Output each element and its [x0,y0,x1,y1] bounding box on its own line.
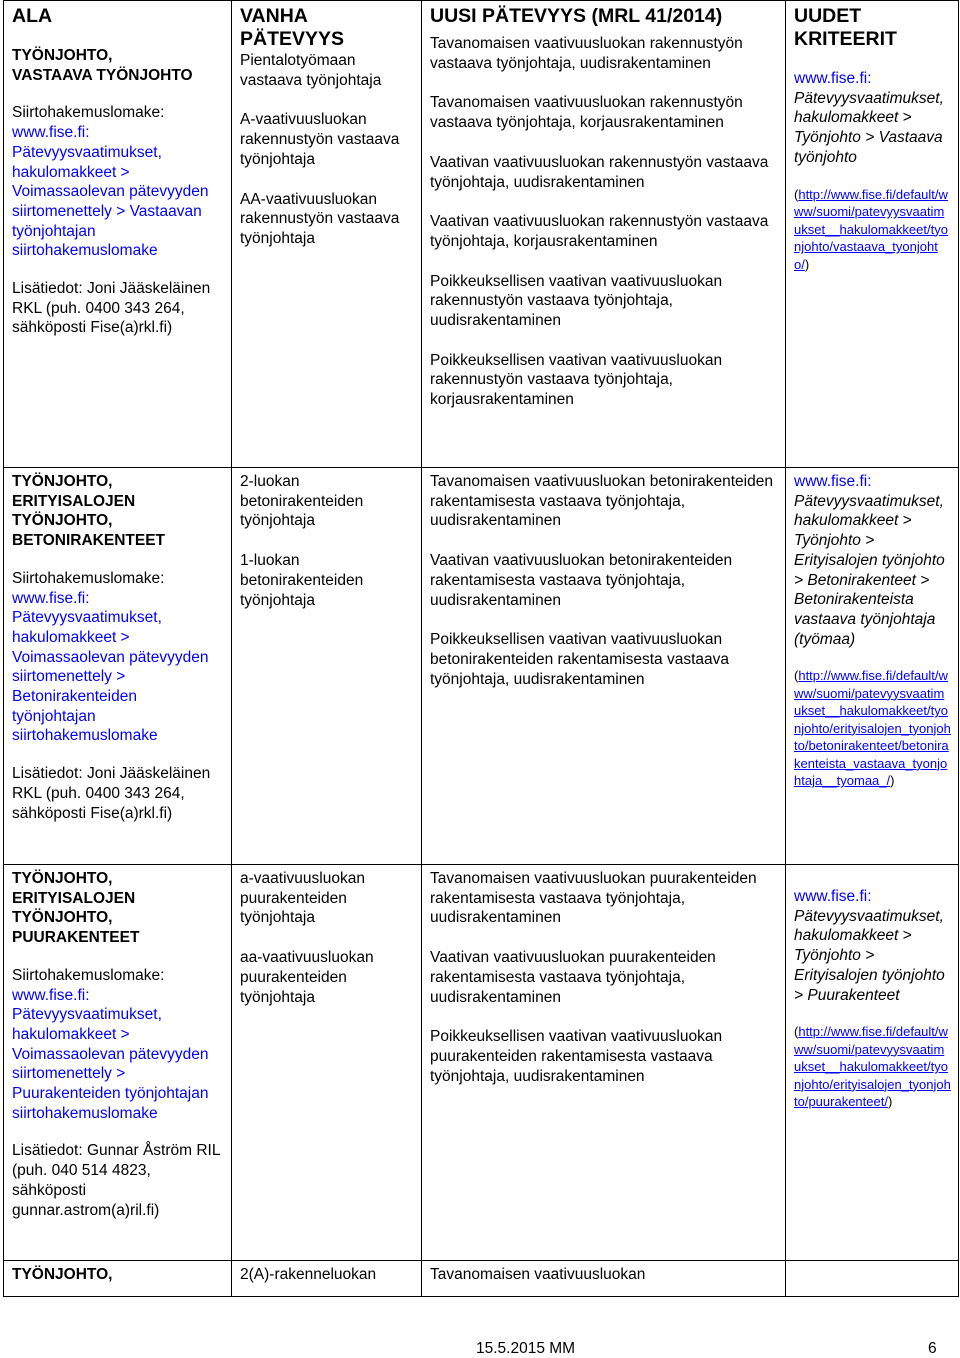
cell-new-qualification [422,1,786,468]
form-label: Siirtohakemuslomake: [12,104,165,122]
cell-old-qualification [232,1261,422,1297]
criteria-url[interactable]: http://www.fise.fi/default/www/suomi/patevyysvaatimukset__hakulomakkeet/tyonjohto/erityisalojen_tyonjohto/puurakenteet/ [794,1024,951,1110]
form-path: Pätevyysvaatimukset, hakulomakkeet > Voimassaolevan pätevyyden siirtomenettely > Puurakenteiden työnjohtajan siirtohakemuslomake [12,1006,209,1122]
cell-criteria [786,865,959,1261]
cell-new-qualification [422,468,786,865]
old-item: Pientalotyömaan vastaava työnjohtaja [240,52,382,89]
colon: : [85,986,90,1004]
cell-criteria [786,1261,959,1297]
contact-info: Lisätiedot: Joni Jääskeläinen RKL (puh. 0400 343 264, sähköposti Fise(a)rkl.fi) [12,765,211,822]
cell-criteria [786,468,959,865]
new-item: Vaativan vaativuusluokan rakennustyön vastaava työnjohtaja, uudisrakentaminen [430,153,769,191]
qualification-table [3,0,959,1297]
cell-criteria [786,1,959,468]
area-title: ERITYISALOJEN TYÖNJOHTO, [12,492,136,530]
old-item: AA-vaativuusluokan rakennustyön vastaava työnjohtaja [240,190,400,247]
cell-area [4,1261,232,1297]
criteria-path: Pätevyysvaatimukset, hakulomakkeet > Työnjohto > Erityisalojen työnjohto > Betonirakenteet > Betonirakenteista vastaava työnjohtaja (työmaa) [794,492,945,648]
old-item: aa-vaativuusluokan puurakenteiden työnjohtaja [240,949,374,1006]
area-title: ERITYISALOJEN TYÖNJOHTO, [12,889,136,927]
colon: : [85,124,90,142]
new-item: Vaativan vaativuusluokan rakennustyön vastaava työnjohtaja, korjausrakentaminen [430,213,769,250]
old-item: a-vaativuusluokan puurakenteiden työnjohtaja [240,870,365,927]
new-item: Poikkeuksellisen vaativan vaativuusluokan betonirakenteiden rakentamisesta vastaava työnjohtaja, uudisrakentaminen [430,631,729,688]
table-row [4,468,959,865]
area-title: VASTAAVA TYÖNJOHTO [12,66,193,84]
fise-link[interactable]: www.fise.fi [12,124,86,142]
new-item: Poikkeuksellisen vaativan vaativuusluokan rakennustyön vastaava työnjohtaja, uudisrakentaminen [430,272,723,330]
table-row [4,865,959,1261]
new-item: Vaativan vaativuusluokan betonirakenteiden rakentamisesta vastaava työnjohtaja, uudisrakentaminen [430,552,733,609]
cell-old-qualification [232,865,422,1261]
new-item: Tavanomaisen vaativuusluokan betonirakenteiden rakentamisesta vastaava työnjohtaja, uudisrakentaminen [430,473,773,530]
criteria-url[interactable]: http://www.fise.fi/default/www/suomi/patevyysvaatimukset__hakulomakkeet/tyonjohto/vastaava_tyonjohto/ [794,186,948,272]
area-title: TYÖNJOHTO, [12,1266,113,1283]
old-item: 2-luokan betonirakenteiden työnjohtaja [240,473,364,530]
table-row [4,1261,959,1297]
cell-new-qualification [422,1261,786,1297]
area-title: PUURAKENTEET [12,929,140,947]
area-title: TYÖNJOHTO, [12,473,113,490]
cell-old-qualification [232,468,422,865]
area-title: BETONIRAKENTEET [12,532,166,550]
criteria-path: Pätevyysvaatimukset, hakulomakkeet > Työnjohto > Erityisalojen työnjohto > Puurakenteet [794,907,945,1004]
table-row [4,1,959,468]
colon: : [867,473,872,490]
colon: : [867,888,872,905]
cell-area [4,468,232,865]
fise-link[interactable]: www.fise.fi [12,986,86,1004]
area-title: TYÖNJOHTO, [12,47,113,64]
new-item: Tavanomaisen vaativuusluokan puurakenteiden rakentamisesta vastaava työnjohtaja, uudisrakentaminen [430,870,757,927]
colon: : [85,589,90,607]
new-item: Tavanomaisen vaativuusluokan [430,1266,646,1283]
page-number: 6 [928,1340,937,1357]
form-path: Pätevyysvaatimukset, hakulomakkeet > Voimassaolevan pätevyyden siirtomenettely > Betonirakenteiden työnjohtajan siirtohakemuslomake [12,609,209,745]
area-title: TYÖNJOHTO, [12,870,113,887]
paren-open: ( [794,1024,799,1040]
fise-link[interactable]: www.fise.fi [12,589,86,607]
header-area: ALA [12,5,53,27]
paren-close: ) [804,256,810,272]
new-item: Poikkeuksellisen vaativan vaativuusluokan rakennustyön vastaava työnjohtaja, korjausrakentaminen [430,351,723,409]
paren-open: ( [794,668,799,684]
form-label: Siirtohakemuslomake: [12,569,165,587]
fise-link[interactable]: www.fise.fi [794,473,868,490]
cell-area [4,1,232,468]
criteria-url[interactable]: http://www.fise.fi/default/www/suomi/patevyysvaatimukset__hakulomakkeet/tyonjohto/erityisalojen_tyonjohto/betonirakenteet/betonirakenteista_vastaava_tyonjohtaja__tyomaa_/ [794,668,951,789]
contact-info: Lisätiedot: Joni Jääskeläinen RKL (puh. 0400 343 264, sähköposti Fise(a)rkl.fi) [12,280,211,337]
paren-open: ( [794,186,799,202]
header-criteria: UUDET KRITEERIT [794,5,897,50]
cell-old-qualification [232,1,422,468]
footer-date: 15.5.2015 MM [476,1340,576,1357]
form-label: Siirtohakemuslomake: [12,966,165,984]
cell-area [4,865,232,1261]
criteria-path: Pätevyysvaatimukset, hakulomakkeet > Työnjohto > Vastaava työnjohto [794,89,944,166]
cell-new-qualification [422,865,786,1261]
header-old: VANHA PÄTEVYYS [240,5,345,50]
paren-close: ) [890,773,895,789]
fise-link[interactable]: www.fise.fi [794,70,868,87]
header-new: UUSI PÄTEVYYS (MRL 41/2014) [430,5,723,27]
form-path: Pätevyysvaatimukset, hakulomakkeet > Voimassaolevan pätevyyden siirtomenettely > Vastaavan työnjohtajan siirtohakemuslomake [12,143,209,260]
old-item: 2(A)-rakenneluokan [240,1266,377,1283]
contact-info: Lisätiedot: Gunnar Åström RIL (puh. 040 514 4823, sähköposti gunnar.astrom(a)ril.fi) [12,1142,220,1219]
paren-close: ) [887,1094,893,1110]
new-item: Poikkeuksellisen vaativan vaativuusluokan puurakenteiden rakentamisesta vastaava työnjohtaja, uudisrakentaminen [430,1028,723,1085]
new-item: Tavanomaisen vaativuusluokan rakennustyön vastaava työnjohtaja, korjausrakentaminen [430,94,743,132]
fise-link[interactable]: www.fise.fi [794,888,868,905]
colon: : [867,70,872,87]
old-item: 1-luokan betonirakenteiden työnjohtaja [240,552,364,609]
new-item: Tavanomaisen vaativuusluokan rakennustyön vastaava työnjohtaja, uudisrakentaminen [430,35,743,72]
new-item: Vaativan vaativuusluokan puurakenteiden rakentamisesta vastaava työnjohtaja, uudisrakentaminen [430,949,716,1006]
old-item: A-vaativuusluokan rakennustyön vastaava työnjohtaja [240,111,400,168]
